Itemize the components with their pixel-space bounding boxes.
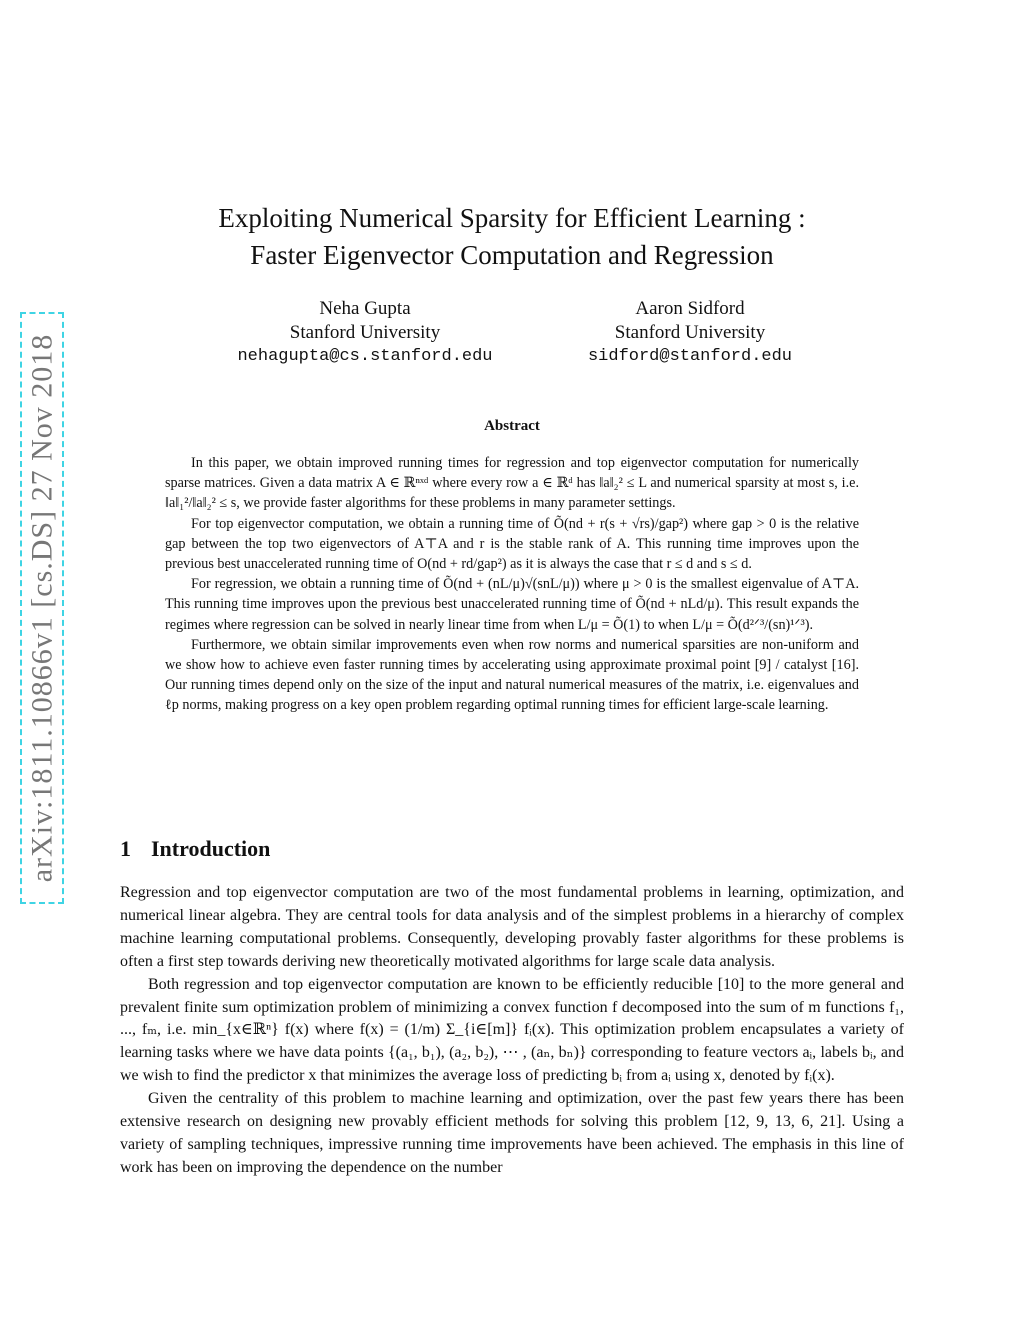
- paper-title: [120, 200, 904, 274]
- title-line-1: Exploiting Numerical Sparsity for Efficient Learning :: [218, 203, 806, 233]
- author-name: Neha Gupta: [319, 298, 411, 319]
- section-heading-introduction: [120, 836, 270, 862]
- author-block-1: [205, 297, 525, 369]
- body-paragraph: Both regression and top eigenvector computation are known to be efficiently reducible [10] to the more general and prevalent finite sum optimization problem of minimizing a convex function f decomposed into the sum of m functions f₁, ..., fₘ, i.e. min_{x∈ℝⁿ} f(x) where f(x) = (1/m) Σ_{i∈[m]} fᵢ(x). This optimization problem encapsulates a variety of learning tasks where we have data points {(a₁, b₁), (a₂, b₂), ⋯ , (aₙ, bₙ)} corresponding to feature vectors aᵢ, labels bᵢ, and we wish to find the predictor x that minimizes the average loss of predicting bᵢ from aᵢ using x, denoted by fᵢ(x).: [120, 975, 904, 1085]
- arxiv-side-stamp: [20, 312, 64, 904]
- section-number: 1: [120, 836, 131, 861]
- arxiv-stamp-text: arXiv:1811.10866v1 [cs.DS] 27 Nov 2018: [25, 333, 59, 883]
- abstract-paragraph: Furthermore, we obtain similar improvements even when row norms and numerical sparsities are non-uniform and we show how to achieve even faster running times by accelerating using approximate proximal point [9] / catalyst [16]. Our running times depend only on the size of the input and natural numerical measures of the matrix, i.e. eigenvalues and ℓp norms, making progress on a key open problem regarding optimal running times for efficient large-scale learning.: [165, 636, 859, 714]
- author-affiliation: Stanford University: [289, 322, 441, 343]
- author-block-2: [560, 297, 820, 369]
- author-affiliation: Stanford University: [614, 322, 766, 343]
- abstract-paragraph: For top eigenvector computation, we obtain a running time of Õ(nd + r(s + √rs)/gap²) where gap > 0 is the relative gap between the top two eigenvectors of A⊤A and r is the stable rank of A. This running time improves upon the previous best unaccelerated running time of O(nd + rd/gap²) as it is always the case that r ≤ d and s ≤ d.: [165, 515, 859, 573]
- body-paragraph: Regression and top eigenvector computation are two of the most fundamental problems in learning, optimization, and numerical linear algebra. They are central tools for data analysis and of the simplest problems in a hierarchy of complex machine learning computational problems. Consequently, developing provably faster algorithms for these problems is often a first step towards deriving new theoretically motivated algorithms for large scale data analysis.: [120, 884, 904, 970]
- body-paragraph: Given the centrality of this problem to machine learning and optimization, over the past few years there has been extensive research on designing new provably efficient methods for solving this problem [12, 9, 13, 6, 21]. Using a variety of sampling techniques, impressive running time improvements have been achieved. The emphasis in this line of work has been on improving the dependence on the number: [120, 1090, 904, 1176]
- abstract-paragraph: In this paper, we obtain improved running times for regression and top eigenvector computation for numerically sparse matrices. Given a data matrix A ∈ ℝⁿˣᵈ where every row a ∈ ℝᵈ has ‖a‖₂² ≤ L and numerical sparsity at most s, i.e. ‖a‖₁²/‖a‖₂² ≤ s, we provide faster algorithms for these problems in many parameter settings.: [165, 455, 859, 512]
- author-email: sidford@stanford.edu: [587, 347, 793, 366]
- abstract-body: [165, 453, 859, 716]
- abstract-paragraph: For regression, we obtain a running time of Õ(nd + (nL/μ)√(snL/μ)) where μ > 0 is the smallest eigenvalue of A⊤A. This running time improves upon the previous best unaccelerated running time of Õ(nd + nLd/μ). This result expands the regimes where regression can be solved in nearly linear time from when L/μ = Õ(1) to when L/μ = Õ(d²ᐟ³/(sn)¹ᐟ³).: [165, 576, 859, 633]
- author-name: Aaron Sidford: [635, 298, 745, 319]
- introduction-body: [120, 882, 904, 1180]
- title-line-2: Faster Eigenvector Computation and Regression: [250, 240, 774, 270]
- abstract-heading: Abstract: [484, 418, 540, 434]
- section-title: Introduction: [151, 836, 271, 861]
- author-email: nehagupta@cs.stanford.edu: [237, 347, 493, 366]
